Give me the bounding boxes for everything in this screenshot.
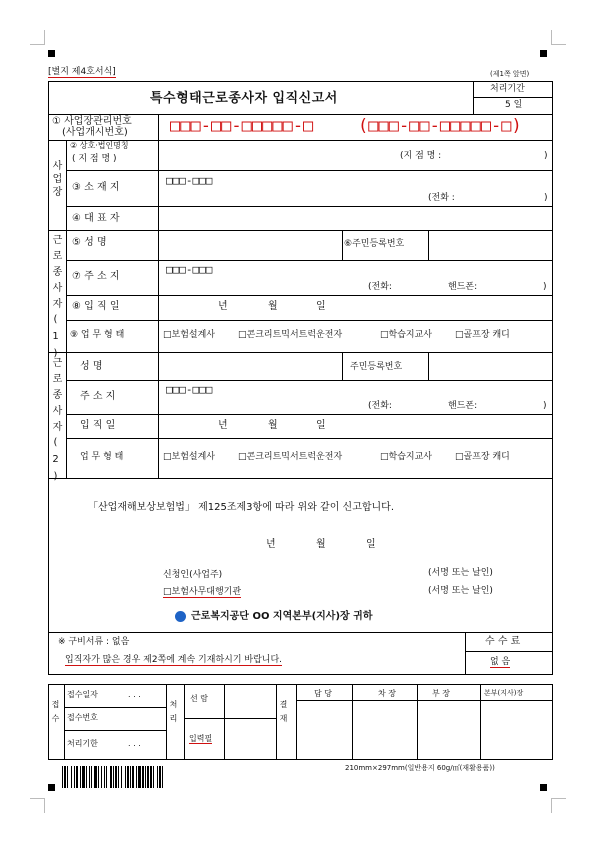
barcode-bar — [74, 766, 75, 788]
barcode-bar — [162, 766, 163, 788]
worker2-type-caddie-checkbox[interactable]: □ 골프장 캐디 — [455, 453, 510, 462]
barcode-bar — [127, 766, 129, 788]
branch-field[interactable]: (지 점 명 : — [400, 151, 442, 161]
barcode-bar — [80, 766, 81, 788]
barcode-bar — [86, 766, 87, 788]
barcode-bar — [91, 766, 92, 788]
office-use-table — [48, 684, 553, 760]
branch-label: ( 지 점 명 ) — [72, 154, 117, 164]
applicant-label: 신청인(사업주) — [163, 570, 223, 580]
paper-spec: 210mm×297mm(일반용지 60g/㎡(재활용품)) — [345, 764, 495, 772]
start-number-label: (사업개시번호) — [62, 127, 128, 138]
continuation-note: 입직자가 많은 경우 제2쪽에 계속 기재하시기 바랍니다. — [65, 655, 283, 665]
declaration-text: 「산업재해보상보험법」 제125조제3항에 따라 위와 같이 신고합니다. — [88, 502, 395, 513]
approval-label: 결재 — [279, 700, 288, 728]
approval-col-deputy: 차 장 — [378, 689, 396, 698]
barcode-bar — [67, 766, 68, 788]
crop-mark — [551, 30, 566, 45]
worker1-section-label: 근로종사자(1) — [50, 234, 61, 365]
registration-mark — [48, 50, 55, 57]
crop-mark — [551, 798, 566, 813]
barcode-bar — [147, 766, 149, 788]
company-name-label: ② 상호·법인명칭 — [70, 141, 129, 150]
barcode-bar — [101, 766, 102, 788]
barcode-bar — [136, 766, 137, 788]
worker2-phone-field[interactable]: (전화: — [368, 401, 392, 411]
barcode-bar — [89, 766, 90, 788]
worker2-rrn-label: 주민등록번호 — [350, 362, 403, 372]
worker2-type-insurance-checkbox[interactable]: □ 보험설계사 — [163, 453, 215, 462]
worker1-type-insurance-checkbox[interactable]: □ 보험설계사 — [163, 331, 215, 340]
worker2-type-mixer-checkbox[interactable]: □ 콘크리트믹서트럭운전자 — [238, 453, 342, 462]
processing-period-label: 처리기간 — [490, 84, 525, 94]
worker1-name-label: ⑤ 성 명 — [72, 237, 107, 248]
processing-period-value: 5 일 — [505, 100, 523, 110]
barcode-bar — [64, 766, 66, 788]
barcode-bar — [82, 766, 85, 788]
barcode-bar — [104, 766, 105, 788]
workplace-section-label: 사업장 — [50, 160, 61, 199]
barcode-bar — [121, 766, 122, 788]
representative-label: ④ 대 표 자 — [72, 213, 120, 224]
barcode-bar — [159, 766, 161, 788]
address-label: ③ 소 재 지 — [72, 182, 120, 193]
barcode-bar — [110, 766, 112, 788]
process-label: 처리 — [169, 700, 178, 728]
registration-mark — [540, 50, 547, 57]
worker1-rrn-label: ⑥주민등록번호 — [344, 239, 405, 249]
approval-col-staff: 담 당 — [314, 689, 332, 698]
barcode-bar — [145, 766, 146, 788]
barcode-bar — [76, 766, 78, 788]
barcode-bar — [94, 766, 97, 788]
form-page: [별지 제4호서식] (제1쪽 앞면) 특수형태근로종사자 입직신고서 처리기간 5 일 ① 사업장관리번호 (사업개시번호) □□□-□□-□□□□□-□ (□□□-□□-□□□□□-□) 사업장 ② 상호·법인명칭 ( 지 점 명 ) (지 점 명 : ) ③ 소 재 지 □□□-□□□ (전화 : ) ④ 대 표 자 근로종사자(1) ⑤ 성 명 ⑥주민등록번호 ⑦ 주 소 지 □□□-□□□ (전화: 핸드폰: ) ⑧ 입 직 일 년 월 일 ⑨ 업 무 형 태 □ 보험설계사 □ 콘크리트믹서트럭운전자 □ 학습지교사 □ 골프장 캐디 근로종사자(2) 성 명 주민등록번호 주 소 지 □□□-□□□ (전화: 핸드폰: ) 입 직 일 년 월 일 업 무 형 태 □ 보험설계사 □ 콘크리트믹서트럭운전자 □ 학습지교사 □ 골프장 캐디 「산업재해보상보험법」 제125조제3항에 따라 위와 같이 신고합니다. 년 월 일 신청인(사업주) (서명 또는 날인) □ 보험사무대행기관 (서명 또는 날인) 근로복지공단 OO 지역본부(지사)장 귀하 ※ 구비서류 : 없음 입직자가 많은 경우 제2쪽에 계속 기재하시기 바랍니다. 수 수 료 없 음 접수 접수일자 . . . 접수번호 처리기한 . . . 처리 선 람 입력필 결재 담 당 차 장 부 장 본부(지사)장 210mm×297mm(일반용지 60g/㎡(재활용품)) — [0, 0, 595, 842]
barcode-bar — [62, 766, 63, 788]
form-number: [별지 제4호서식] — [48, 67, 116, 77]
mgmt-number-label: ① 사업장관리번호 — [52, 116, 132, 127]
worker1-mobile-field[interactable]: 핸드폰: — [448, 282, 478, 292]
barcode-bar — [113, 766, 114, 788]
worker2-address-label: 주 소 지 — [80, 391, 116, 402]
signature-1[interactable]: (서명 또는 날인) — [428, 568, 493, 578]
fee-value: 없 음 — [490, 657, 511, 667]
barcode-bar — [132, 766, 134, 788]
barcode-bar — [98, 766, 99, 788]
barcode-bar — [153, 766, 154, 788]
barcode-bar — [115, 766, 117, 788]
barcode-bar — [125, 766, 126, 788]
page-info: (제1쪽 앞면) — [490, 70, 530, 78]
approval-col-manager: 부 장 — [432, 689, 450, 698]
postal-code-field[interactable]: □□□-□□□ — [166, 174, 213, 187]
worker1-phone-field[interactable]: (전화: — [368, 282, 392, 292]
worker2-entry-label: 입 직 일 — [80, 420, 116, 431]
worker1-entry-label: ⑧ 입 직 일 — [72, 301, 120, 312]
crop-mark — [30, 30, 45, 45]
worker1-type-label: ⑨ 업 무 형 태 — [70, 330, 125, 340]
receipt-label: 접수 — [51, 700, 60, 728]
agent-checkbox[interactable]: □ 보험사무대행기관 — [163, 588, 241, 598]
worker2-name-label: 성 명 — [80, 361, 103, 372]
worker1-address-label: ⑦ 주 소 지 — [72, 271, 120, 282]
worker1-type-caddie-checkbox[interactable]: □ 골프장 캐디 — [455, 331, 510, 340]
form-title: 특수형태근로종사자 입직신고서 — [150, 91, 338, 106]
barcode-bar — [157, 766, 158, 788]
barcode-bar — [130, 766, 131, 788]
addressee: 근로복지공단 OO 지역본부(지사)장 귀하 — [191, 611, 373, 622]
kcomwel-logo-icon — [175, 611, 186, 622]
signature-2[interactable]: (서명 또는 날인) — [428, 586, 493, 596]
registration-mark — [540, 784, 547, 791]
barcode — [62, 766, 270, 788]
approval-col-head: 본부(지사)장 — [484, 689, 524, 697]
worker2-type-label: 업 무 형 태 — [80, 452, 124, 462]
worker1-type-tutor-checkbox[interactable]: □ 학습지교사 — [380, 331, 432, 340]
worker2-mobile-field[interactable]: 핸드폰: — [448, 401, 478, 411]
barcode-bar — [138, 766, 141, 788]
crop-mark — [30, 798, 45, 813]
worker1-type-mixer-checkbox[interactable]: □ 콘크리트믹서트럭운전자 — [238, 331, 342, 340]
worker2-postal-field[interactable]: □□□-□□□ — [166, 383, 213, 396]
registration-mark — [48, 784, 55, 791]
workplace-phone-field[interactable]: (전화 : — [428, 193, 455, 203]
barcode-bar — [142, 766, 144, 788]
worker2-section-label: 근로종사자(2) — [50, 357, 61, 488]
barcode-bar — [71, 766, 72, 788]
barcode-bar — [150, 766, 152, 788]
barcode-bar — [106, 766, 107, 788]
worker2-type-tutor-checkbox[interactable]: □ 학습지교사 — [380, 453, 432, 462]
worker1-postal-field[interactable]: □□□-□□□ — [166, 263, 213, 276]
start-number-field[interactable]: (□□□-□□-□□□□□-□) — [358, 116, 522, 136]
required-docs: ※ 구비서류 : 없음 — [58, 637, 130, 647]
fee-label: 수 수 료 — [485, 636, 521, 647]
barcode-bar — [118, 766, 119, 788]
mgmt-number-field[interactable]: □□□-□□-□□□□□-□ — [170, 116, 314, 136]
